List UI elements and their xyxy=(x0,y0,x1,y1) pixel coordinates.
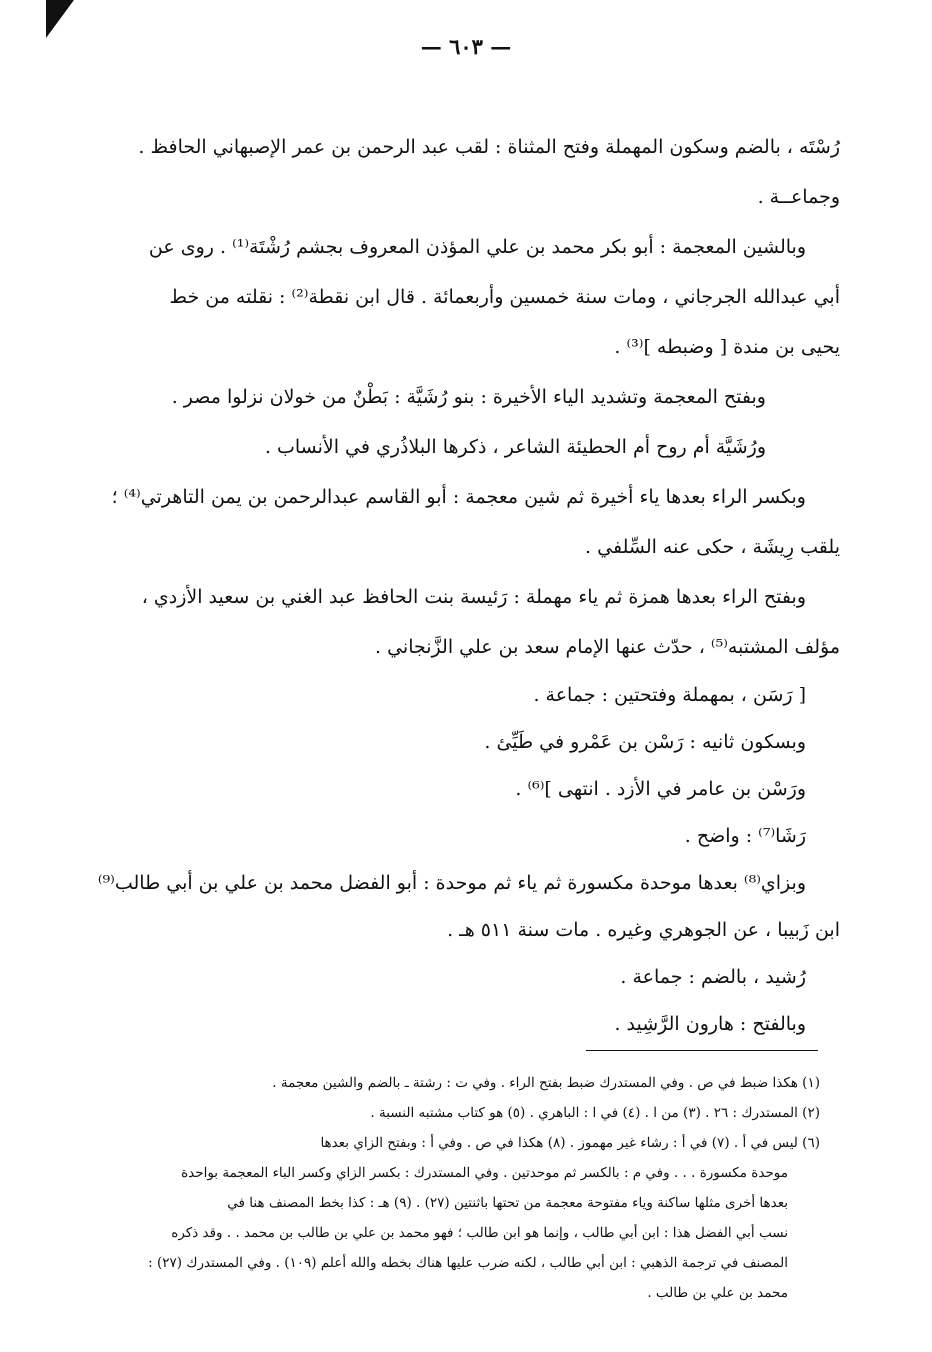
text-line: يحيى بن مندة [ وضبطه ]⁽³⁾ . xyxy=(614,336,840,358)
footnote-line: (٢) المستدرك : ٢٦ . (٣) من ا . (٤) في ا : الباهري . (٥) هو كتاب مشتبه النسبة . xyxy=(370,1105,820,1121)
text-line: مؤلف المشتبه⁽⁵⁾ ، حدّث عنها الإمام سعد بن علي الزَّنجاني . xyxy=(375,636,840,658)
footnote-line: محمد بن علي بن طالب . xyxy=(647,1285,788,1301)
text-line: وبكسر الراء بعدها ياء أخيرة ثم شين معجمة : أبو القاسم عبدالرحمن بن يمن التاهرتي⁽⁴⁾ ؛ xyxy=(111,486,806,508)
text-line: ورَسْن بن عامر في الأزد . انتهى ]⁽⁶⁾ . xyxy=(515,778,806,800)
page-number: — ٦٠٣ — xyxy=(420,34,512,59)
text-line: رُشيد ، بالضم : جماعة . xyxy=(620,966,806,988)
text-line: وبفتح الراء بعدها همزة ثم ياء مهملة : رَئيسة بنت الحافظ عبد الغني بن سعيد الأزدي ، xyxy=(141,586,806,608)
footnotes xyxy=(92,1068,820,1308)
text-line: وبزاي⁽⁸⁾ بعدها موحدة مكسورة ثم ياء ثم موحدة : أبو الفضل محمد بن علي بن أبي طالب⁽⁹⁾ xyxy=(97,872,806,894)
text-line: أبي عبدالله الجرجاني ، ومات سنة خمسين وأربعمائة . قال ابن نقطة⁽²⁾ : نقلته من خط xyxy=(169,286,840,308)
footnote-line: موحدة مكسورة . . . وفي م : بالكسر ثم موحدتين . وفي المستدرك : بكسر الزاي وكسر الباء المعجمة بواحدة xyxy=(181,1165,788,1181)
footnote-line: نسب أبي الفضل هذا : ابن أبي طالب ، وإنما هو ابن طالب ؛ فهو محمد بن علي بن طالب بن محمد . . وقد ذكره xyxy=(171,1225,788,1241)
text-line: رُسْتَه ، بالضم وسكون المهملة وفتح المثناة : لقب عبد الرحمن بن عمر الإصبهاني الحافظ . xyxy=(138,136,840,158)
text-line: وبالشين المعجمة : أبو بكر محمد بن علي المؤذن المعروف بجشم رُشْتَة⁽¹⁾ . روى عن xyxy=(148,236,806,258)
main-text xyxy=(92,122,840,1048)
text-line: وبفتح المعجمة وتشديد الياء الأخيرة : بنو رُشَيَّة : بَطْنٌ من خولان نزلوا مصر . xyxy=(171,386,766,408)
text-line: ابن زَبيبا ، عن الجوهري وغيره . مات سنة ٥١١ هـ . xyxy=(447,919,840,941)
footnote-line: المصنف في ترجمة الذهبي : ابن أبي طالب ، لكنه ضرب عليها هناك بخطه والله أعلم (١٠٩) . وفي المستدرك (٢٧) : xyxy=(148,1255,788,1271)
footnote-line: (١) هكذا ضبط في ص . وفي المستدرك ضبط بفتح الراء . وفي ت : رشتة ـ بالضم والشين معجمة . xyxy=(272,1075,820,1091)
corner-triangle-mark xyxy=(46,0,74,38)
footnote-line: بعدها أخرى مثلها ساكنة وياء مفتوحة معجمة من تحتها باثنتين (٢٧) . (٩) هـ : كذا بخط المصنف هنا في xyxy=(227,1195,788,1211)
text-line: [ رَسَن ، بمهملة وفتحتين : جماعة . xyxy=(533,684,806,706)
text-line: وجماعــة . xyxy=(757,186,840,208)
text-line: وبسكون ثانيه : رَسْن بن عَمْرو في طَيِّئ . xyxy=(484,731,806,753)
text-line: يلقب رِيشَة ، حكى عنه السِّلفي . xyxy=(585,536,840,558)
text-line: وبالفتح : هارون الرَّشِيد . xyxy=(614,1013,806,1035)
footnote-divider xyxy=(586,1050,818,1051)
text-line: رَشَا⁽⁷⁾ : واضح . xyxy=(684,825,806,847)
footnote-line: (٦) ليس في أ . (٧) في أ : رشاء غير مهموز . (٨) هكذا في ص . وفي أ : وبفتح الزاي بعدها xyxy=(320,1135,820,1151)
text-line: ورُشَيَّة أم روح أم الحطيئة الشاعر ، ذكرها البلاذُري في الأنساب . xyxy=(264,436,766,458)
